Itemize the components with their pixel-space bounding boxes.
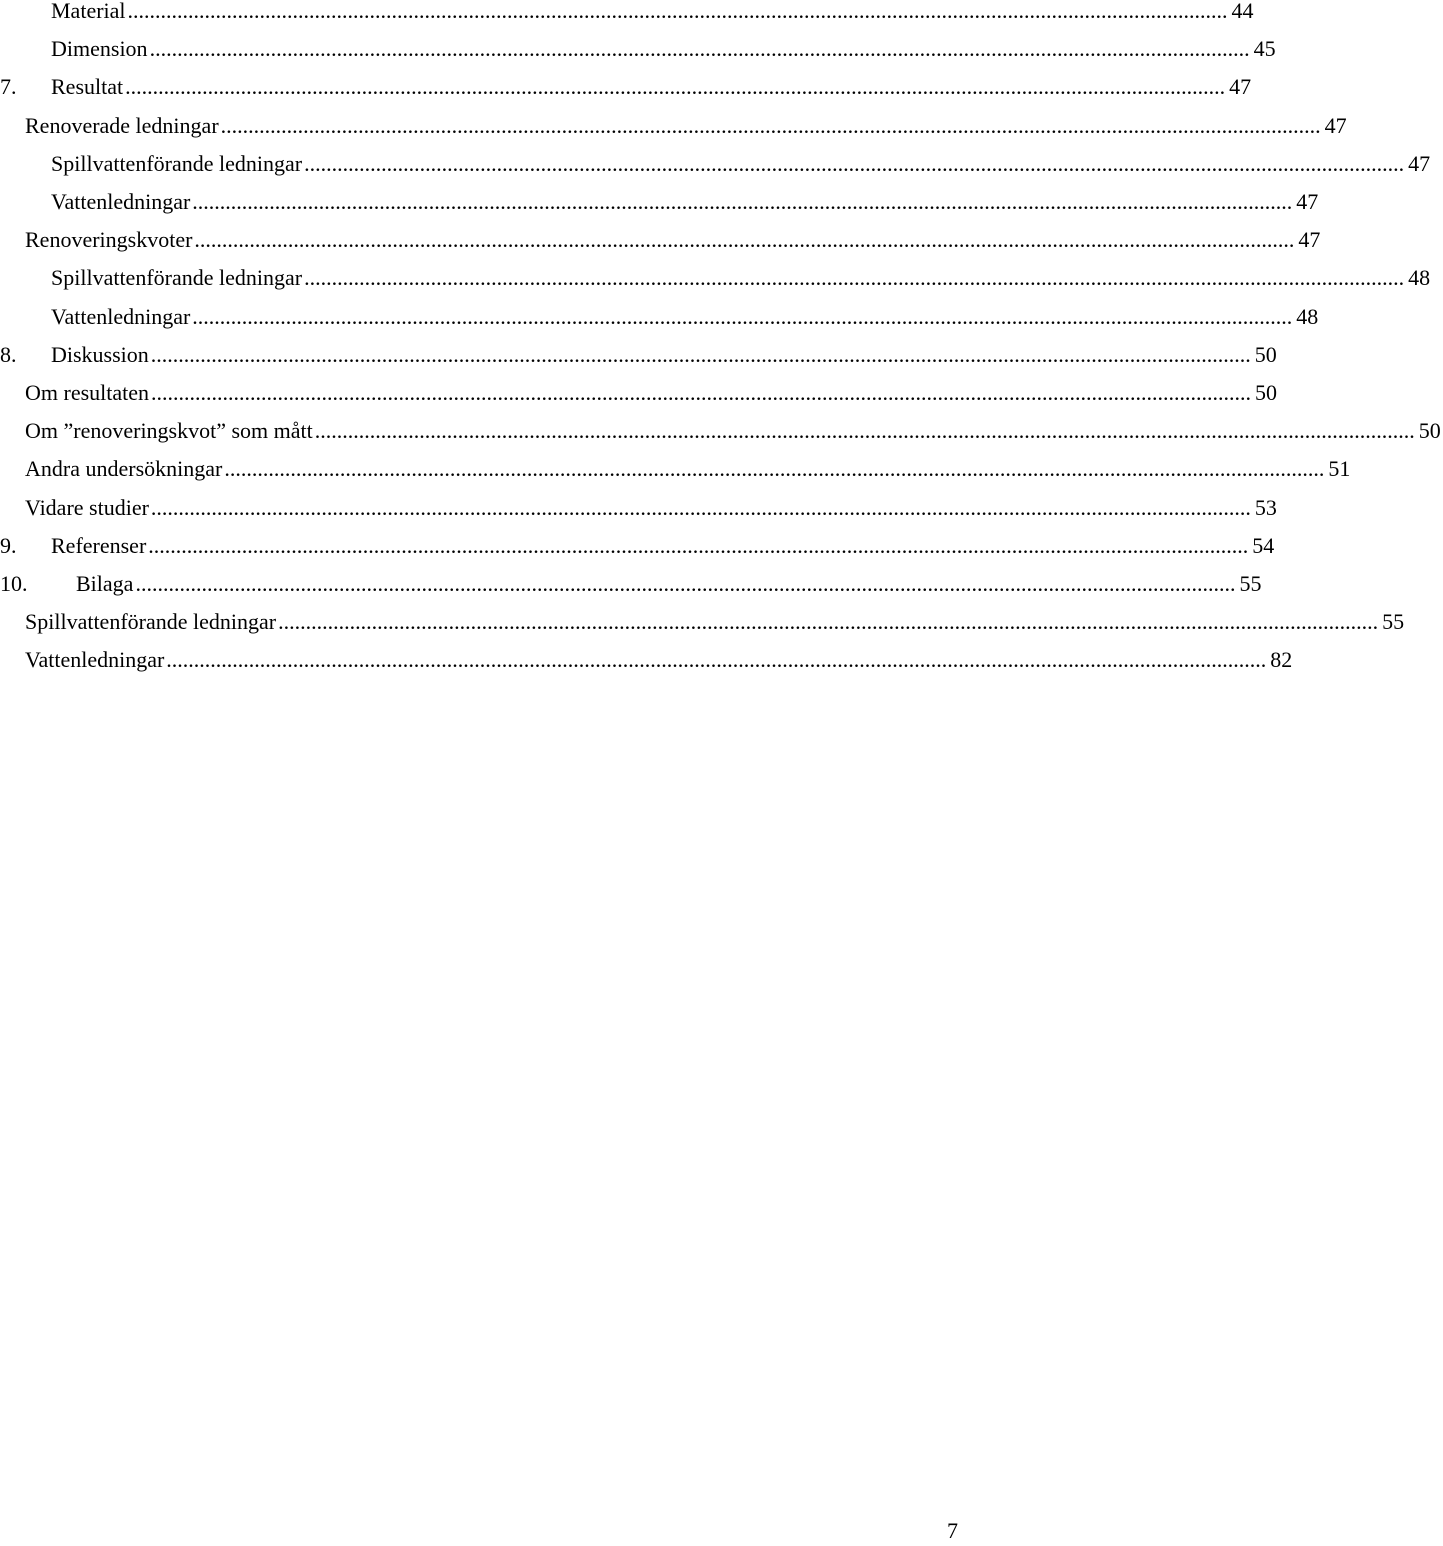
toc-entry-page: 47 [1229,74,1252,100]
toc-entry[interactable] [0,34,1276,64]
toc-leader-dots: ........................................................................................................................................................................................................ [148,532,1249,558]
toc-entry-page: 55 [1382,609,1405,635]
toc-entry-page: 47 [1296,189,1319,214]
toc-entry[interactable] [0,187,1319,217]
toc-entry-page: 45 [1253,36,1276,62]
toc-entry[interactable] [0,0,1254,26]
toc-entry-title: Spillvattenförande ledningar [25,607,276,637]
toc-entry-page: 47 [1408,150,1431,176]
toc-entry-title: Spillvattenförande ledningar [51,263,302,293]
toc-entry-page: 53 [1254,494,1277,520]
toc-entry-page: 50 [1418,418,1441,444]
toc-entry-number: 10. [0,571,28,596]
toc-entry-page: 51 [1328,456,1351,482]
toc-entry-title: Bilaga [76,569,133,599]
toc-entry-page: 48 [1408,265,1431,291]
toc-entry-page: 47 [1298,227,1321,253]
toc-leader-dots: ........................................................................................................................................................................................................ [166,647,1267,673]
toc-leader-dots: ........................................................................................................................................................................................................ [150,341,1251,367]
toc-entry-page: 54 [1252,532,1275,558]
toc-entry-title: Vattenledningar [51,187,190,217]
toc-entry-title: Material [51,0,126,26]
toc-entry-title: Om ”renoveringskvot” som mått [25,416,313,446]
toc-leader-dots: ........................................................................................................................................................................................................ [151,380,1252,405]
toc-leader-dots: ........................................................................................................................................................................................................ [149,36,1250,62]
toc-entry-title: Renoverade ledningar [25,111,219,141]
toc-entry-page: 48 [1296,303,1319,329]
toc-entry[interactable] [0,378,1278,408]
toc-entry-number: 8. [0,341,17,367]
toc-entry[interactable] [0,493,1277,523]
toc-leader-dots: ........................................................................................................................................................................................................ [150,494,1251,520]
toc-entry[interactable] [0,531,1275,561]
toc-leader-dots: ........................................................................................................................................................................................................ [192,303,1293,329]
toc-entry[interactable] [0,111,1347,141]
toc-entry[interactable] [0,225,1321,255]
toc-entry-title: Vidare studier [25,493,149,523]
toc-entry-page: 50 [1254,341,1277,367]
toc-leader-dots: ........................................................................................................................................................................................................ [127,0,1228,23]
toc-leader-dots: ........................................................................................................................................................................................................ [194,227,1295,253]
toc-entry-page: 50 [1255,380,1278,405]
toc-entry-title: Diskussion [51,340,149,370]
toc-entry-title: Renoveringskvoter [25,225,192,255]
toc-leader-dots: ........................................................................................................................................................................................................ [304,265,1405,291]
toc-entry-number: 9. [0,532,17,558]
toc-entry-title: Andra undersökningar [25,454,222,484]
toc-leader-dots: ........................................................................................................................................................................................................ [278,609,1379,635]
toc-entry[interactable] [0,302,1319,332]
page-number: 7 [947,1518,958,1543]
toc-entry[interactable] [0,149,1431,179]
toc-entry[interactable] [0,72,1252,102]
toc-leader-dots: ........................................................................................................................................................................................................ [135,571,1236,596]
toc-entry-title: Resultat [51,72,123,102]
toc-entry-page: 55 [1239,571,1262,596]
toc-entry[interactable] [0,569,1262,599]
toc-entry-page: 44 [1231,0,1254,23]
toc-entry[interactable] [0,607,1405,637]
toc-entry[interactable] [0,645,1293,675]
toc-leader-dots: ........................................................................................................................................................................................................ [224,456,1325,482]
toc-leader-dots: ........................................................................................................................................................................................................ [125,74,1226,100]
toc-entry[interactable] [0,416,1441,446]
toc-entry-number: 7. [0,74,17,100]
toc-entry[interactable] [0,340,1277,370]
toc-leader-dots: ........................................................................................................................................................................................................ [192,189,1293,214]
toc-leader-dots: ........................................................................................................................................................................................................ [220,112,1321,138]
toc-leader-dots: ........................................................................................................................................................................................................ [304,150,1405,176]
toc-entry-title: Vattenledningar [25,645,164,675]
toc-entry-title: Vattenledningar [51,302,190,332]
toc-entry[interactable] [0,454,1351,484]
toc-entry-title: Spillvattenförande ledningar [51,149,302,179]
toc-entry[interactable] [0,263,1431,293]
toc-entry-page: 47 [1324,112,1347,138]
toc-entry-title: Referenser [51,531,146,561]
toc-entry-title: Om resultaten [25,378,149,408]
toc-entry-title: Dimension [51,34,148,64]
toc-leader-dots: ........................................................................................................................................................................................................ [314,418,1415,444]
toc-entry-page: 82 [1270,647,1293,673]
